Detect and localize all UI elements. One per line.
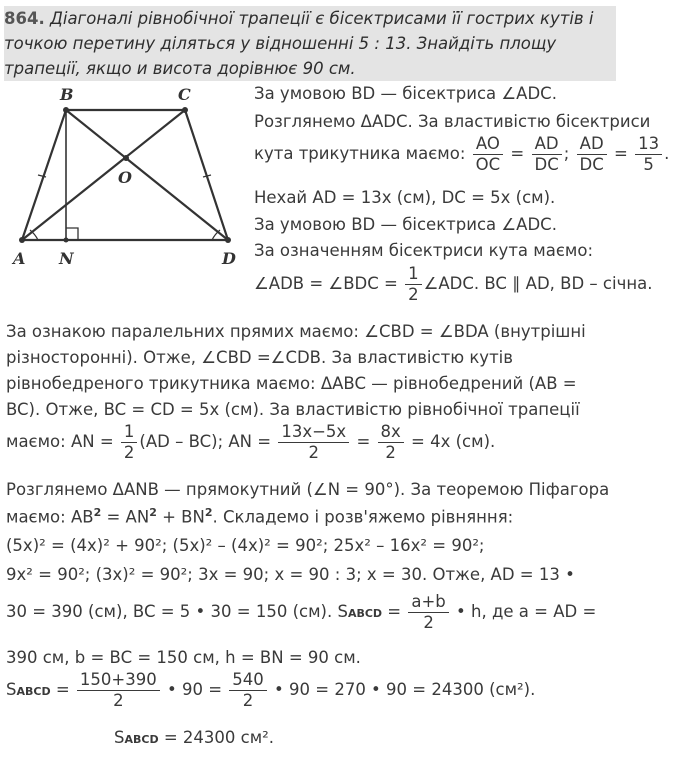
problem-text-line-1: Діагоналі рівнобічної трапеції є бісектрисами її гострих кутів і xyxy=(49,9,594,28)
solution-line-9: різносторонні). Отже, ∠CBD =∠CDB. За властивістю кутів xyxy=(6,348,513,367)
denominator: 2 xyxy=(242,691,254,710)
text: • h, де a = AD = xyxy=(456,602,597,621)
text: = xyxy=(382,602,402,621)
text: = 4x (см). xyxy=(411,432,496,451)
label-a: A xyxy=(13,249,26,268)
fraction-ad-dc-2 xyxy=(577,134,607,175)
superscript: 2 xyxy=(93,506,102,519)
text: • 90 = xyxy=(166,680,223,699)
text: 30 = 390 (см), BC = 5 • 30 = 150 (см). S xyxy=(6,602,348,621)
problem-number: 864. xyxy=(4,9,45,28)
fraction-540 xyxy=(229,670,267,711)
denominator: 2 xyxy=(385,443,396,462)
text: = AN xyxy=(101,507,150,527)
text: = xyxy=(50,680,70,699)
numerator: 1 xyxy=(405,264,422,285)
denominator: 2 xyxy=(308,443,320,462)
fraction-13-5 xyxy=(635,134,662,175)
numerator: AD xyxy=(577,134,607,155)
fraction-8x xyxy=(378,422,404,463)
subscript: ABCD xyxy=(124,733,159,746)
denominator: 2 xyxy=(423,613,434,632)
fraction-half xyxy=(405,264,422,305)
fraction-150-390 xyxy=(77,670,160,711)
denominator: 5 xyxy=(643,155,654,174)
problem-text-line-3: трапеції, якщо и висота дорівнює 90 см. xyxy=(4,59,356,78)
solution-line-10: рівнобедреного трикутника маємо: ΔABC — рівнобедрений (AB = xyxy=(6,374,577,393)
problem-text-line-2: точкою перетину діляться у відношенні 5 : 13. Знайдіть площу xyxy=(4,34,557,53)
point-o xyxy=(123,155,129,161)
text: + BN xyxy=(156,507,205,527)
denominator: DC xyxy=(534,155,559,174)
solution-line-5: За умовою BD — бісектриса ∠ADC. xyxy=(254,215,557,234)
denominator: 2 xyxy=(123,443,135,462)
text: S xyxy=(114,728,125,747)
denominator: OC xyxy=(475,155,501,174)
numerator: 13 xyxy=(635,134,662,155)
solution-line-16: 9x² = 90²; (3x)² = 90²; 3x = 90; x = 90 : 3; x = 30. Отже, AD = 13 • xyxy=(6,565,575,584)
point-a xyxy=(19,237,25,243)
point-d xyxy=(225,237,231,243)
solution-line-14 xyxy=(6,506,513,527)
text: кута трикутника маємо: xyxy=(254,144,466,163)
text: • 90 = 270 • 90 = 24300 (см²). xyxy=(274,680,536,699)
solution-line-4: Нехай AD = 13x (см), DC = 5x (см). xyxy=(254,188,556,207)
text: ∠ADC. BC ∥ AD, BD – січна. xyxy=(423,274,653,293)
fraction-ao-oc xyxy=(473,134,504,175)
numerator: AO xyxy=(473,134,504,155)
label-c: C xyxy=(178,85,191,104)
text: . Складемо і розв'яжемо рівняння: xyxy=(212,507,514,527)
solution-line-18: 390 см, b = BC = 150 см, h = BN = 90 см. xyxy=(6,648,361,667)
trapezoid-figure xyxy=(10,80,245,275)
text: маємо: AB xyxy=(6,507,94,527)
diagonal-bd xyxy=(66,110,228,240)
solution-line-19 xyxy=(6,670,535,711)
point-b xyxy=(63,107,69,113)
label-o: O xyxy=(118,168,132,187)
point-n xyxy=(64,238,69,243)
equals: = xyxy=(510,144,525,163)
fraction-ad-dc xyxy=(532,134,562,175)
numerator: AD xyxy=(532,134,562,155)
semicolon: ; xyxy=(563,144,570,163)
denominator: 2 xyxy=(408,285,419,304)
right-angle-mark xyxy=(66,228,78,240)
text: маємо: AN = xyxy=(6,432,114,451)
label-d: D xyxy=(222,249,236,268)
solution-line-6: За означенням бісектриси кута маємо: xyxy=(254,241,594,260)
period: . xyxy=(664,144,670,163)
solution-line-17 xyxy=(6,592,596,633)
solution-line-8: За ознакою паралельних прямих маємо: ∠CBD = ∠BDA (внутрішні xyxy=(6,322,586,341)
equals: = xyxy=(614,144,628,163)
subscript: ABCD xyxy=(347,607,383,620)
numerator: 1 xyxy=(121,422,138,443)
fraction-a-plus-b xyxy=(408,592,448,633)
solution-line-15: (5x)² = (4x)² + 90²; (5x)² – (4x)² = 90²; 25x² – 16x² = 90²; xyxy=(6,536,485,555)
label-b: B xyxy=(60,85,74,104)
problem-statement xyxy=(4,6,616,81)
text: ∠ADB = ∠BDC = xyxy=(254,274,398,293)
solution-line-12 xyxy=(6,422,495,463)
numerator: 150+390 xyxy=(77,670,160,691)
denominator: 2 xyxy=(113,691,124,710)
solution-line-3 xyxy=(254,134,669,175)
diagonal-ac xyxy=(22,110,185,240)
numerator: 8x xyxy=(378,422,404,443)
fraction-half xyxy=(121,422,138,463)
numerator: 13x−5x xyxy=(278,422,349,443)
text: = 24300 см². xyxy=(158,728,275,747)
equals: = xyxy=(356,432,371,451)
subscript: ABCD xyxy=(16,685,51,698)
solution-line-1: За умовою BD — бісектриса ∠ADC. xyxy=(254,84,557,103)
numerator: a+b xyxy=(408,592,448,613)
solution-line-20 xyxy=(114,728,274,747)
solution-line-7 xyxy=(254,264,652,305)
point-c xyxy=(182,107,188,113)
solution-line-2: Розглянемо ΔADC. За властивістю бісектриси xyxy=(254,112,651,131)
solution-line-11: BC). Отже, BC = CD = 5x (см). За властивістю рівнобічної трапеції xyxy=(6,400,580,419)
fraction-13x-5x xyxy=(278,422,349,463)
text: S xyxy=(6,680,17,699)
text: (AD – BC); AN = xyxy=(139,432,272,451)
tick-cd xyxy=(203,175,211,177)
superscript: 2 xyxy=(149,506,157,519)
superscript: 2 xyxy=(204,506,213,519)
denominator: DC xyxy=(579,155,604,174)
numerator: 540 xyxy=(229,670,267,691)
solution-line-13: Розглянемо ΔANB — прямокутний (∠N = 90°). За теоремою Піфагора xyxy=(6,480,610,499)
label-n: N xyxy=(59,249,74,268)
